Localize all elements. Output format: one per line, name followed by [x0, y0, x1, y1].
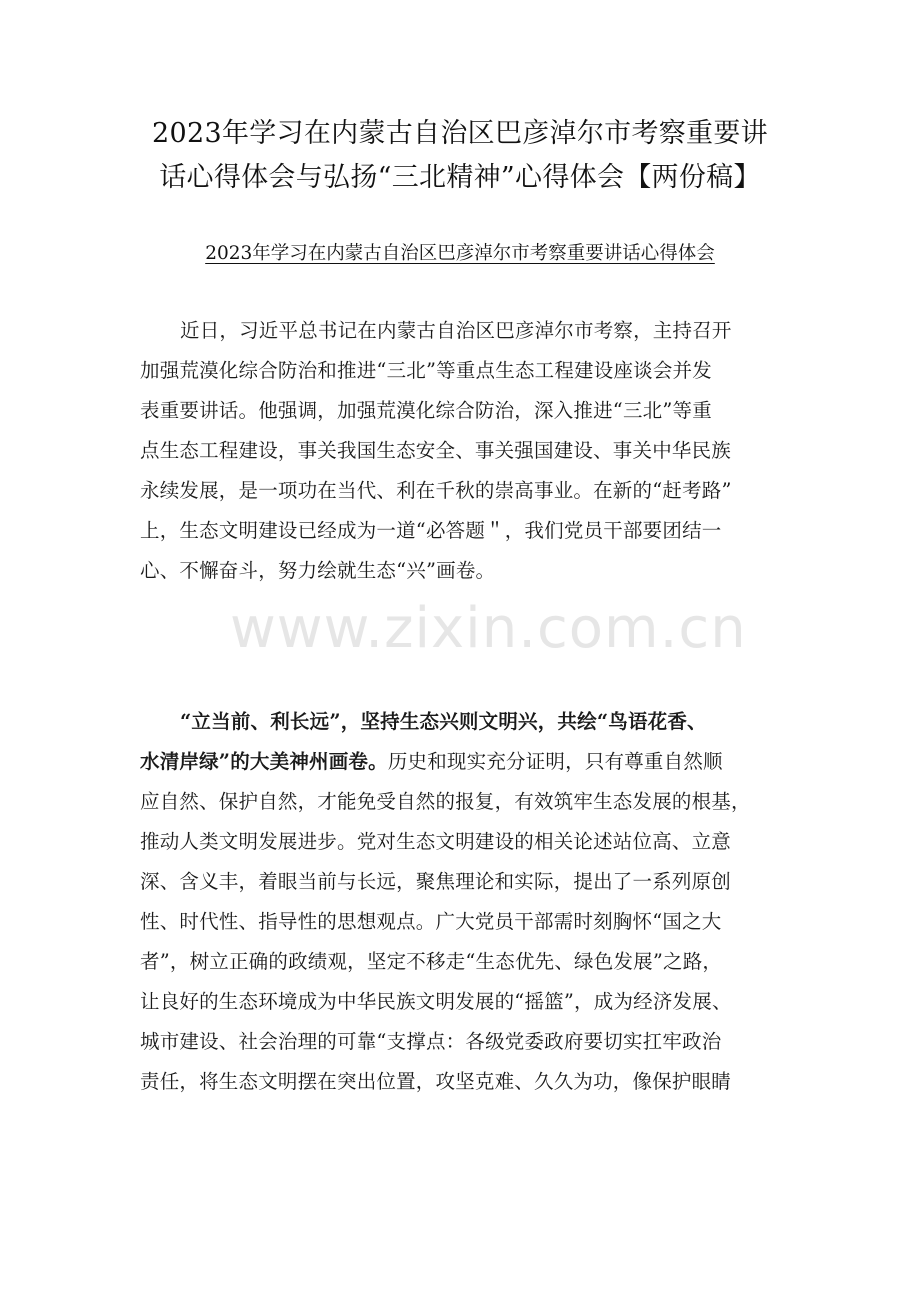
paragraph-line — [140, 702, 790, 742]
paragraph-line: 让良好的生态环境成为中华民族文明发展的“摇篮”，成为经济发展、 — [140, 990, 732, 1013]
paragraph-2 — [140, 702, 790, 1102]
body-text: 历史和现实充分证明，只有尊重自然顺 — [387, 750, 723, 773]
paragraph-line: 深、含义丰，着眼当前与长远，聚焦理论和实际，提出了一系列原创 — [140, 870, 732, 893]
paragraph-line: 责任，将生态文明摆在突出位置，攻坚克难、久久为功，像保护眼睛 — [140, 1070, 732, 1093]
paragraph-line: 点生态工程建设，事关我国生态安全、事关强国建设、事关中华民族 — [140, 439, 732, 462]
paragraph-line: 心、不懈奋斗，努力绘就生态“兴”画卷。 — [140, 559, 496, 582]
paragraph-1 — [140, 311, 790, 591]
title-line: 2023年学习在内蒙古自治区巴彦淖尔市考察重要讲 — [152, 118, 768, 149]
section-subtitle — [90, 240, 830, 268]
paragraph-line: 近日，习近平总书记在内蒙古自治区巴彦淖尔市考察，主持召开 — [180, 319, 732, 342]
paragraph-line: 推动人类文明发展进步。党对生态文明建设的相关论述站位高、立意 — [140, 830, 732, 853]
paragraph-line: 加强荒漠化综合防治和推进“三北”等重点生态工程建设座谈会并发 — [140, 359, 712, 382]
paragraph-line: 应自然、保护自然，才能免受自然的报复，有效筑牢生态发展的根基， — [140, 790, 751, 813]
document-title — [100, 112, 820, 200]
paragraph-line: 永续发展，是一项功在当代、利在千秋的崇高事业。在新的“赶考路” — [140, 479, 732, 502]
paragraph-line: 表重要讲话。他强调，加强荒漠化综合防治，深入推进“三北”等重 — [140, 399, 712, 422]
paragraph-line: 城市建设、社会治理的可靠“支撑点：各级党委政府要切实扛牢政治 — [140, 1030, 722, 1053]
subtitle-text: 2023年学习在内蒙古自治区巴彦淖尔市考察重要讲话心得体会 — [205, 243, 715, 264]
title-line: 话心得体会与弘扬“三北精神”心得体会【两份稿】 — [159, 162, 761, 193]
paragraph-line: 性、时代性、指导性的思想观点。广大党员干部需时刻胸怀“国之大 — [140, 910, 722, 933]
paragraph-line — [140, 742, 790, 782]
bold-lead-text: 水清岸绿”的大美神州画卷。 — [140, 750, 388, 773]
bold-lead-text: “立当前、利长远”，坚持生态兴则文明兴，共绘“鸟语花香、 — [180, 710, 707, 733]
watermark: www.zixin.com.cn — [230, 596, 747, 661]
paragraph-line: 者”，树立正确的政绩观，坚定不移走“生态优先、绿色发展”之路， — [140, 950, 723, 973]
paragraph-line: 上，生态文明建设已经成为一道“必答题＂，我们党员干部要团结一 — [140, 519, 722, 542]
